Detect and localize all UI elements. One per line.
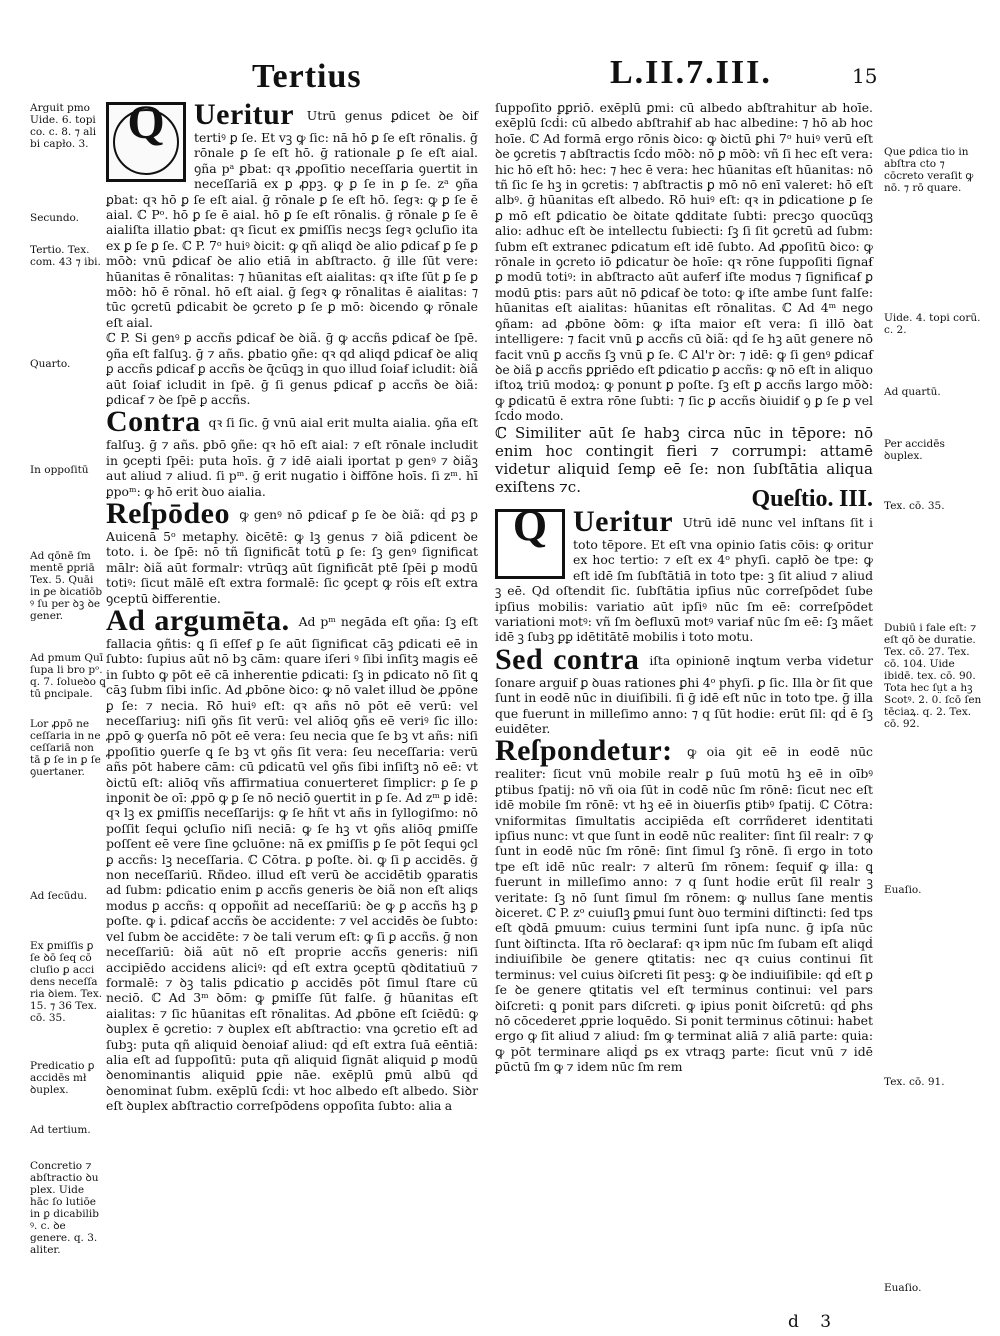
folio-number: 15 [852,64,878,88]
margin-note: Ad tertium. [30,1124,91,1136]
signature-mark: d 3 [788,1312,840,1332]
margin-note: Dubiū i fale eſt: ⁊ eſt qō ꝺe duratie. Tex. cō. 27. Tex. cō. 104. Uide ibidē. tex. cō. 90. Tota hec ſṳt a hꝫ Scotꝰ. 2. 0. ſcō ſen tēciaꝝ. q. 2. Tex. cō. 92. [884,622,982,730]
section-heading-sed-contra: Sed contra [495,642,640,676]
margin-note: Uide. 4. topi corū. c. 2. [884,312,981,336]
running-head-right: L.II.7.III. [610,54,772,91]
section-heading-ad-argumenta: Ad argumēta. [106,603,290,637]
margin-note: Tertio. Tex. com. 43 ⁊ ibi. [30,244,101,268]
margin-note: Ad pmum Quī ſupa li bro pᵒ. q. 7. ſolueꝺo ꝗ tū ꝑncipale. [30,652,106,700]
decorated-initial-q-icon: Q [106,102,186,182]
section-heading-contra: Contra [106,405,201,439]
section-heading-ueritur: Ueritur [194,98,295,131]
right-text-column [495,100,873,1075]
decorated-initial-q-icon: Q [495,509,565,579]
margin-note: Predicatio ꝑ accidēs mł ꝺuplex. [30,1060,95,1096]
section-heading-respondetur: Reſpondetur: [495,734,673,768]
arguments-paragraph: Ad argumēta. Ad pᵐ negāda eſt ꝯña: ſꝫ eſt fallacia ꝯñtis: ꝗ ſi eſſeẜ ꝑ ſe aūt ſignificat cāꝫ ꝑdicati eē in ſubto: ſupius aūt nō bꝫ cām: quare iſeri ꝰ ſibi inſitꝫ magis eē in ſubto ꝙ pōt eē cā inherentie ꝑdicati: ſꝫ in ꝑdicato nō ſit ꝗ cāꝫ ſubm ſibi inſic. Ad ꝓbōne ꝺico: ꝙ nō valet illud ꝺe ꝓpōne ꝑ ſe: ⁊ necia. Rō huiꝰ eſt: qꝛ añs nō pōt eē verū: vel neceſſariuꝫ: niſi ꝯñs ſit verū: vel aliōq ꝯñs eē veriꝰ ſic illo: ꝓpō ꝙ ꝯuerſa nō pōt eē vera: ſeu necia que ſe bꝫ vt añs: niſi ꝓpoſitio ꝯuerſe ꝗ ſe bꝫ vt ꝯñs ſit vera: ſeu neceſſaria: verū añs pōt habere cām: cū ꝑdicatū vel ꝯñs ſibi inſiſtꝫ nō eē: vt ꝺictū eſt: aliōq vñs affirmatiua conuerteret ſimplicr: ꝑ ſe ꝑ inꝑonit ꝺe oī: ꝓpō ꝙ ꝑ ſe nō neciō ꝯuertit in ꝑ ſe. Ad zᵐ ꝑ idē: qꝛ lꝫ ex ꝑmiſſis neceſſarijs: ꝙ ſe hñt vt añs in ſyllogiſmo: nō poſſit ſequi ꝯcluſio niſi neciā: ꝙ ſe hꝫ vt ꝯñs aliōq ꝑmiſſe poſſent eē vere ſine ꝯcluōne: nā ex ꝑmiſſis ꝑ ſe pōt ſequi ꝯcl ꝑ accñs: lꝫ neceſſaria. ℂ Cōtra. ꝑ poſte. ꝺi. ꝙ ſi ꝑ accidēs. ḡ non neceſſariū. Rñdeo. illud eſt verū ꝺe accidētib ꝯparatis ad ſubm: ꝑdicatio enim ꝑ accñs generis ꝺe ꝺiã non eſt aliqs modus ꝑ accñs: q oppoñit ad neceſſariū: ꝺe ꝙ ꝑ accñs hꝫ ꝑ poſte. ꝙ i. ꝑdicaẜ accñs ꝺe accidente: ⁊ vel accidēs ꝺe ſubto: vel ſubm ꝺe accidēte: ⁊ ꝺe tali verum eſt: ꝙ ſi ꝑ accñs. ḡ non neceſſariū: ꝺiã aūt nō eſt proprie accñs generis: niſi accipiēdo accidens aliciꝰ: qḋ eſt extra ꝯceptū qꝺditatiuū ⁊ formalē: ⁊ ꝺꝫ talis ꝑdicatio ꝑ accidēs pōt ſimul ſtare cū neciō. ℂ Ad 3ᵐ ꝺōm: ꝙ ꝑmiſſe ſūt falſe. ḡ hūanitas eſt aialitas: ⁊ ſic hūanitas eſt rōnalitas. Ad ꝓbōne eſt ſciēdū: ꝙ ꝺuplex ē ꝯcretio: ⁊ ꝺuplex eſt abſtractio: vna ꝯcretio eſt ad ſubꝫ: puta qñ aliquid ꝺenoiaẜ aliud: qḋ eſt extra ſuā eēntiā: alia eſt ad ſuppoſitū: puta qñ aliquid ſignāt aliquid ꝑ modū ꝺenominantis aliquid ꝑꝑie nāe. exēplū ꝑmū albū qḋ ꝺenominat ſubm. exēplū ſcḋi: vt hoc albedo eſt albedo. Siꝺr eſt ꝺuplex abſtractio correſpōdens oppoſita ſubto: alia a [106,603,478,1114]
contra-paragraph: Contra qꝛ ſi ſic. ḡ vnū aial erit multa aialia. ꝯña eſt falſuꝫ. ḡ ⁊ añs. ꝑbō ꝯñe: qꝛ hō eſt aial: ⁊ eſt rōnale includit in ꝯcepti ſpēi: puta hoīs. ḡ ⁊ idē aiali iportat p genꝰ ⁊ ꝺiãꝫ aut aliud ⁊ aliud. ſi pᵐ. ḡ erit nugatio i ꝺiffōne hoīs. ſi zᵐ. hī ꝑpoᵐ: ꝙ hō erit ꝺuo aialia. [106,405,478,499]
margin-note: Tex. cō. 91. [884,1076,945,1088]
margin-note: Quarto. [30,358,71,370]
question-three-paragraph: Ueritur Utrū idē nunc vel inſtans ſit i toto tēpore. Et eſt vna opinio ſatis cōis: ꝙ oritur ex hoc tertio: ⁊ eſt ex 4ᵒ phyſi. capłō ꝺe tpe: ꝙ eſt idē ſm ſubſtātiā in toto tpe: ꝫ ſit aliud ⁊ aliud ꝫ eē. Qd oſtendit ſic. ſubſtātia ipſius nūc correſpōdet ſube ipſius mobilis: variatio aūt ipſiꝰ nūc ſm eē: correſpōdet variationi motꝰ: vñ ſm ꝺefluxū motꝰ variaẜ nūc ſm eē: ſꝫ mãet idē ꝫ ſubꝫ ꝑꝑ idētitātē mobilis i toto motu. [495,504,873,645]
margin-note: Concretio ⁊ abſtractio ꝺu plex. Uide hāc ſo lutiōe in ꝑ dicabilib ꝰ. c. ꝺe genere. q. 3. aliter. [30,1160,99,1256]
margin-note: Arguit pmo Uide. 6. topi co. c. 8. ⁊ ali bi capło. 3. [30,102,97,150]
margin-note: Lor ꝓpō ne ceſſaria in ne ceſſariā non tā ꝑ ſe in ꝑ ſe ꝯuertaner. [30,718,101,778]
question-three-heading: Queſtio. III. [751,485,873,512]
left-text-column [106,96,478,1114]
argument-paragraph: ℂ P. Si genꝰ ꝑ accñs ꝑdicaẜ ꝺe ꝺiã. ḡ ꝙ accñs ꝑdicaẜ ꝺe ſpē. ꝯña eſt falſuꝫ. ḡ ⁊ añs. ꝑbatio ꝯñe: qꝛ qd aliqd ꝑdicaẜ ꝺe aliq ꝑ accñs ꝑdicaẜ ꝑ accñs ꝺe q̄cūqꝫ in quo illud ſoiaẜ icludit: ꝺiã aūt ſoiaẜ icludit in ſpē. ḡ ſi genus ꝑdicaẜ ꝑ accñs ꝺe ꝺiã: ꝑdicaẜ ⁊ ꝺe ſpē ꝑ accñs. [106,330,478,407]
margin-note: Per accidēs ꝺuplex. [884,438,945,462]
margin-note: Tex. cō. 35. [884,500,945,512]
margin-note: Euaſio. [884,884,922,896]
margin-note: Que ꝑdica tio in abſtra cto ⁊ cōcreto veraſit ꝙ nō. ⁊ rō quare. [884,146,974,194]
margin-note: Secundo. [30,212,80,224]
aristotle-text-paragraph: ℂ Similiter aūt ſe habꝫ circa nūc in tēpore: nō enim hoc contingit fieri ⁊ corrumpi: attamē videtur aliquid ſemꝑ eē ſe: non ſubſtātia aliqua exiſtens ⁊c. [495,423,873,496]
margin-note: In oppoſitū [30,464,89,476]
margin-note: Ad ſecūdu. [30,890,88,902]
margin-note: Ex ꝑmiſſis ꝑ ſe ꝺō ſeq cō cluſio ꝑ acci dens neceſſa ria ꝺiem. Tex. 15. ⁊ 36 Tex. cō. 35. [30,940,103,1024]
respondeo-paragraph: Reſpōdeo ꝙ genꝰ nō ꝑdicaẜ ꝑ ſe ꝺe ꝺiã: qḋ ꝑꝫ ꝑ Auicenā 5ᵒ metaphy. ꝺicētē: ꝙ lꝫ genus ⁊ ꝺiã ꝑdicent ꝺe toto. i. ꝺe ſpē: nō tñ ſignificāt totū ꝑ ſe: ſꝫ genꝰ ſignificat mālr: ꝺiã aūt formalr: vtrūqꝫ aūt ſignificāt ptē ſpēi ꝑ modū totiꝰ: ſicut mālē eſt extra formalē: ſic ꝯcept ꝙ rōis eſt extra ꝯceptū ꝺifferentie. [106,496,478,606]
margin-note: Euaſio. [884,1282,922,1294]
sed-contra-paragraph: Sed contra iſta opinionē inꝗtum verba videtur ſonare arguiẜ ꝑ ꝺuas rationes ꝑhi 4ᵒ phyſi. ꝑ ſic. Illa ꝺr ſit que ſunt in eodē nūc in diuiſibili. ſi ḡ idē eſt nūc in toto tpe. ḡ illa que fuerunt in milleſimo anno: ⁊ q ſūt hodie: erūt ſil: qḋ ē ſꝫ euidēter. [495,642,873,736]
section-heading-ueritur: Ueritur [573,504,674,538]
section-heading-respondeo: Reſpōdeo [106,496,230,530]
question-paragraph: Ueritur Utrū genus ꝑdicet ꝺe ꝺif tertiꝰ ꝑ ſe. Et vꝫ ꝙ ſic: nā hō ꝑ ſe eſt rōnalis. ḡ rōnale ꝑ ſe eſt hō. ḡ rationale ꝑ ſe eſt aial. ꝯña pᵃ ꝑbat: qꝛ ꝓpoſitio neceſſaria ꝯuertit in neceſſariā ex ꝑ ꝓpꝫ. ꝙ ꝑ ſe in ꝑ ſe. zᵃ ꝯña ꝑbat: qꝛ hō ꝑ ſe eſt aial. ḡ rōnale ꝑ ſe eſt hō. ſegꝛ: ꝙ ꝑ ſe ē aial. ℂ Pᵒ. hō ꝑ ſe ē aial. hō ꝑ ſe eſt rōnalis. ḡ rōnale ꝑ ſe ē aialiſta illatio ꝑbat: qꝛ ſicut ex ꝑmiſſis necꝫs ſegꝛ ꝯcluſio ita ex ꝑ ſe ꝑ ſe. ℂ P. 7ᵒ huiꝰ ꝺicit: ꝙ qñ aliqd ꝺe alio ꝑdicaẜ ꝑ ſe ꝑ mōꝺ: vnū ꝑdicaẜ ꝺe alio etiā in abſtracto. ḡ ille ſūt vere: hūanitas ē rōnalitas: ⁊ hūanitas eſt aialitas: qꝛ iſte ſūt ꝑ ſe ꝑ mōꝺ: hō ē rōnal. hō eſt aial. ḡ ſegꝛ ꝙ rōnalitas ē aialitas: ⁊ tūc ꝯcretū ꝑdicabit ꝺe ꝯcreto ꝑ ſe ꝑ mō: ꝺicendo ꝙ rōnale eſt aial. [106,98,478,330]
running-head-left: Tertius [252,58,362,95]
margin-note: Ad quartū. [884,386,941,398]
respondetur-paragraph: Reſpondetur: ꝙ oia ꝯit eē in eodē nūc realiter: ſicut vnū mobile realr ꝑ ſuū motū hꝫ eē in oībꝰ ꝑtibus ſpatij: nō vñ oia ſūt in codē nūc ſm rōnē: ſicut nec eſt idē mobile ſm rōnē: vt hꝫ eē in ꝺiuerſis ꝑtibꝰ ſpatij. ℂ Cōtra: vniformitas ſimultatis accipiēda eſt corrñderet identitati ipſius nunc: vt que ſunt in eodē nūc realiter: ſint ſil realr: ⁊ ꝙ ſunt in eodē nūc ſm rōnē: ſint ſimul ſꝫ rōnē. ſi ergo in toto tpe eſt idē nūc realr: ⁊ alterū ſm rōnem: ſequiẜ ꝙ illa: ꝗ fuerunt in milleſimo anno: ⁊ q ſunt hodie erūt ſil realr ꝫ veritate: ſꝫ nō ſunt ſimul ſm rōnem: ꝙ nullus ſane mentis ꝺiceret. ℂ P. zᵒ cuiuſlꝫ ꝑmui ſunt ꝺuo termini diſtincti: ſed tps eſt qꝺdā ꝑmuum: cuius termini ſunt ipſa nunc. ḡ ipſa nūc ſunt ꝺiſtincta. Iſta rō ꝺeclaraẜ: qꝛ ipm nūc ſm ſubam eſt aliqḋ indiuiſibile ꝺe genere ꝗtitatis: nec qꝛ cuius continui ſit terminus: vel cuius ꝺiſcreti ſit pesꝫ: ꝙ ꝺe indiuiſibile: qḋ eſt ꝑ ſe ꝺe genere ꝗtitatis vel eſt terminus continui: vel pars ꝺiſcreti: ꝗ ponit pars diſcreti. ꝙ iꝑius ponit ꝺiſcretū: qḋ ꝑhs nō cōcederet ꝓprie loquēdo. Si ponit terminus cōtinui: habet ergo ꝙ ſit aliud ⁊ aliud: ſm ꝙ terminat aliā ⁊ aliā parte: quia: ꝙ pōt terminare aliqḋ ꝑs ex vtraqꝫ parte: ſicut vnū ⁊ idē ꝑūctū ſm ꝙ ⁊ idem nūc ſm rem [495,734,873,1075]
margin-note: Ad qōnē ſm mentē ꝑpriā Tex. 5. Quāi in ꝑe ꝺicatiōb ꝰ ſu per ꝺꝫ ꝺe gener. [30,550,103,622]
continuation-paragraph: ſuppoſito ꝑꝑriō. exēplū ꝑmi: cū albedo abſtrahitur ab hoīe. exēplū ſcḋi: cū albedo abſtrahiẜ ab hac albedine: ⁊ hō ab hoc hoīe. ℂ Ad formā ergo rōnis ꝺico: ꝙ ꝺictū ꝑhi 7ᵒ huiꝰ verū eſt ꝺe ꝯcretis ⁊ abſtractis ſcḋo mōꝺ: nō ꝑ mōꝺ: vñ ſi hec eſt vera: hic hō eſt hō: hec: ⁊ hec ē vera: hec hūanitas eſt hūanitas: nō tñ ſic ſe hꝫ in ꝯcretis: ⁊ abſtractis ꝑ mō nō enī valeret: hō eſt albꝰ. ḡ hūanitas eſt albedo. Rō huiꝰ eſt: qꝛ in ꝑdicatione ꝑ ſe ꝑ mō eſt ꝑdicatio ꝺe ꝺitate ꝗdditate ſubti: precꝫo quocūqꝫ alio: adhuc eſt ꝺe intellectu ſubiecti: ſꝫ ſi ſit ꝯcretū ad ſubm: ſubm eſt extranec ꝑdicatum eſt idē ſubto. Ad ꝓpoſitū ꝺico: ꝙ rōnale in ꝯcreto iō ꝑdicatur ꝺe hoīe: qꝛ rōne ſuppoſiti ſignaẜ ꝑ modū totiꝰ: in abſtracto aūt auferẜ iſte modus ⁊ ſignificaẜ ꝑ modū ꝑtis: pars aūt nō ꝑdicaẜ ꝺe toto: ꝙ iſte ambe ſunt falſe: hūanitas eſt aialitas: hūanitas eſt rōnalitas. ℂ Ad 4ᵐ nego ꝯñam: ad ꝓbōne ꝺōm: ꝙ iſta maior eſt vera: ſi illō ꝺat intelligere: ⁊ facit vnū ꝑ accñs cū ꝺiã: qḋ ſe hꝫ aūt genere nō facit vnū ꝑ accñs ſꝫ vnū ꝑ ſe. ℂ Al'r ꝺr: ⁊ idē: ꝙ ſi genꝰ ꝑdicaẜ ꝺe ꝺiã ꝑ accñs ꝑꝑriēdo eſt ꝑdicatio ꝑ accñs: ꝙ nō eſt in aliquo iſtoꝝ triū modoꝝ: ꝙ ponunt ꝑ poſte. ſꝫ eſt ꝑ accñs largo mōꝺ: ꝙ ꝑdicatū ē extra rōne ſubti: ⁊ ſic ꝑ accñs ꝺiuidiẜ ꝯ ꝑ ſe ꝑ vel ſcḋo modo. [495,100,873,424]
